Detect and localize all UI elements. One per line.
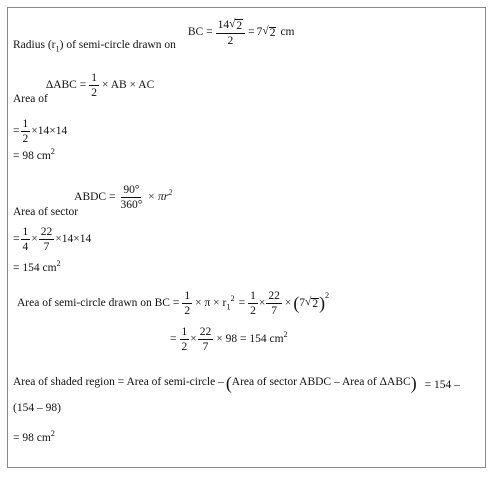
sector-formula: ABDC = $\frac{90^\circ}{360^\circ}$ × $\pi r^2$ (74, 184, 173, 212)
calc-abc-line: = $\frac{1}{2}$ ×14×14 (13, 118, 68, 146)
radius-formula: BC = 14 √ 2 2 = 7 √ 2 cm (187, 18, 295, 48)
radius-fraction: 14 √ 2 2 (216, 18, 246, 47)
radius-line (13, 14, 295, 52)
sector-line: Area of sector ABDC = $\frac{90^\circ}{360^\circ}$ × $\pi r^2$ (13, 184, 173, 218)
calc-abc-result: = 98 $cm^2$ (13, 147, 55, 162)
semicircle-line-2: = $\frac{1}{2}$ × $\frac{22}{7}$ × 98 = 154 $cm^2$ (170, 326, 288, 354)
semicircle-line: Area of semi-circle drawn on BC = $\frac{1}{2}$ × $\pi \times r_1^2$ = $\frac{1}{2}$ × $\frac{22}{7}$ × ( 7 √ 2 ) $^2$ (17, 290, 330, 318)
area-abc-formula: ΔABC = $\frac{1}{2}$ × AB × AC (45, 72, 155, 100)
shaded-line-3: = 98 $cm^2$ (13, 429, 55, 444)
shaded-line: Area of shaded region = Area of semi-circle – ( Area of sector ABDC – Area of ΔABC ) = 154 – (13, 372, 460, 393)
radius-label: Radius $(r_1)$ of semi-circle drawn on (13, 39, 176, 54)
calc-sector-result: = 154 $cm^2$ (13, 259, 61, 274)
shaded-line-2: (154 – 98) (13, 402, 61, 414)
calc-sector-line: = $\frac{1}{4}$ × $\frac{22}{7}$ ×14×14 (13, 226, 92, 254)
area-abc-line: Area of ΔABC = $\frac{1}{2}$ × AB × AC (13, 72, 155, 105)
